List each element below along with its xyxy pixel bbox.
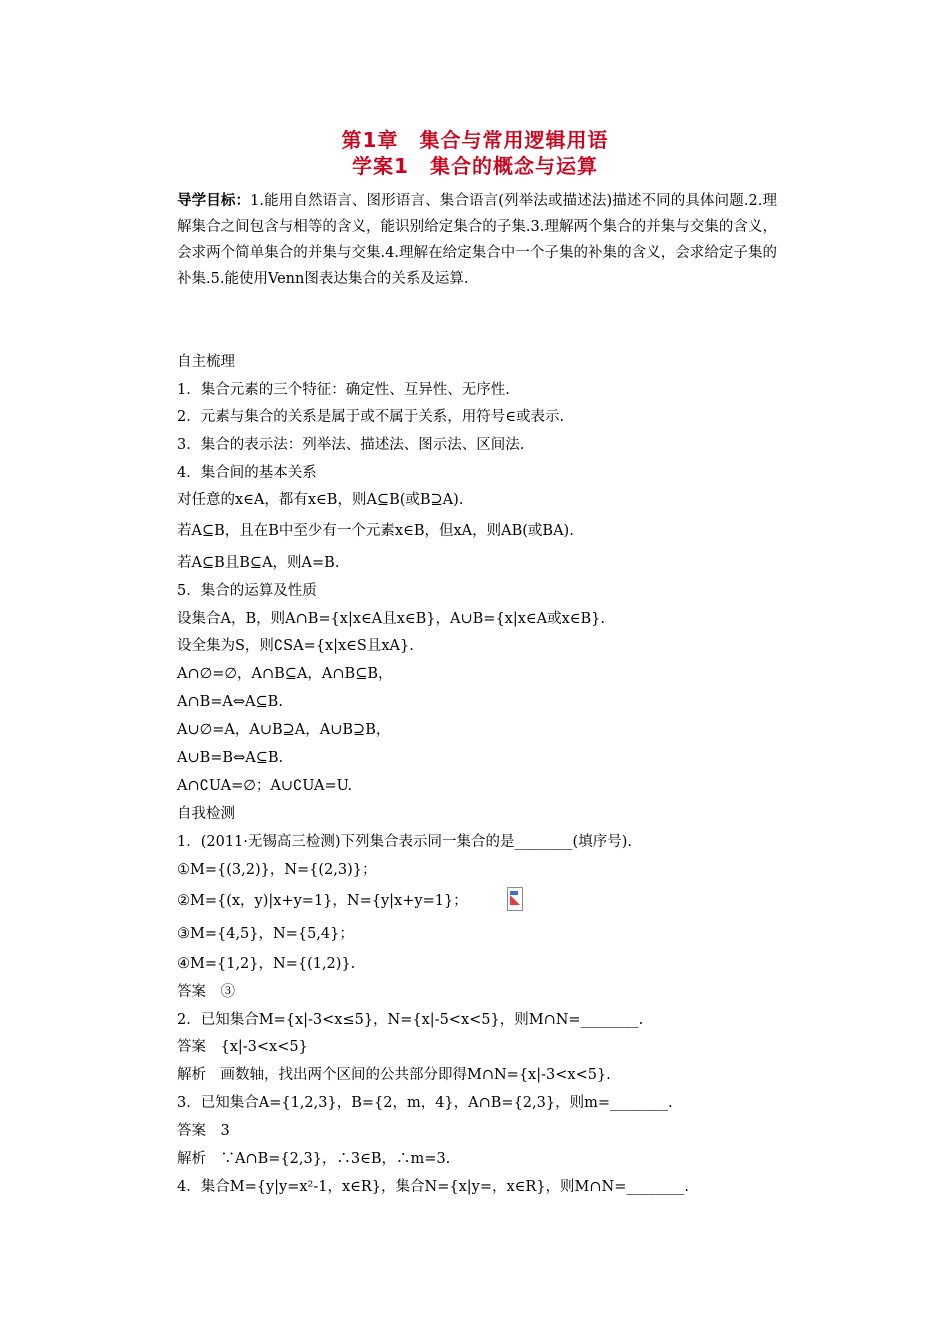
answer-line: 答案 {x|-3<x<5} (177, 1039, 308, 1055)
question-line: 4．集合M={y|y=x²-1，x∈R}，集合N={x|y=，x∈R}，则M∩N=________. (177, 1179, 689, 1195)
option-line: ④M={1,2}，N={(1,2)}. (177, 956, 356, 972)
text-line: 设集合A，B，则A∩B={x|x∈A且x∈B}，A∪B={x|x∈A或x∈B}. (177, 611, 606, 627)
section-heading: 自我检测 (177, 806, 235, 822)
text-line: 2．元素与集合的关系是属于或不属于关系，用符号∈或表示. (177, 409, 565, 425)
lesson-title: 学案1 集合的概念与运算 (352, 154, 598, 178)
broken-image-icon (507, 887, 523, 911)
text-line: 若A⊆B，且在B中至少有一个元素x∈B，但xA，则AB(或BA). (177, 523, 574, 539)
option-line: ①M={(3,2)}，N={(2,3)}； (177, 862, 377, 878)
question-line: 2．已知集合M={x|-3<x≤5}，N={x|-5<x<5}，则M∩N=________. (177, 1012, 644, 1028)
explanation-line: 解析 ∵A∩B={2,3}，∴3∈B，∴m=3. (177, 1151, 451, 1167)
text-line: 3．集合的表示法：列举法、描述法、图示法、区间法. (177, 437, 525, 453)
text-line: 若A⊆B且B⊆A，则A=B. (177, 555, 340, 571)
text-line: 5．集合的运算及性质 (177, 583, 317, 599)
text-line: 4．集合间的基本关系 (177, 465, 317, 481)
text-line: A∪B=B⇔A⊆B. (177, 750, 284, 766)
answer-line: 答案 3 (177, 1123, 230, 1139)
option-line: ②M={(x，y)|x+y=1}，N={y|x+y=1}； (177, 893, 468, 909)
option-line: ③M={4,5}，N={5,4}； (177, 926, 354, 942)
answer-line: 答案 ③ (177, 984, 235, 1000)
section-heading: 自主梳理 (177, 354, 235, 370)
learning-goals (177, 188, 777, 292)
text-line: A∩B=A⇔A⊆B. (177, 694, 283, 710)
text-line: A∩∁UA=∅；A∪∁UA=U. (177, 778, 353, 794)
text-line: A∪∅=A，A∪B⊇A，A∪B⊇B， (177, 722, 391, 738)
question-line: 1．(2011·无锡高三检测)下列集合表示同一集合的是________(填序号). (177, 834, 632, 850)
text-line: 对任意的x∈A，都有x∈B，则A⊆B(或B⊇A). (177, 492, 464, 508)
text-line: 1．集合元素的三个特征：确定性、互异性、无序性. (177, 382, 510, 398)
chapter-title: 第1章 集合与常用逻辑用语 (341, 128, 609, 152)
goals-text: 1.能用自然语言、图形语言、集合语言(列举法或描述法)描述不同的具体问题.2.理解集合之间包含与相等的含义，能识别给定集合的子集.3.理解两个集合的并集与交集的含义，会求两个简单集合的并集与交集.4.理解在给定集合中一个子集的补集的含义，会求给定子集的补集.5.能使用Venn图表达集合的关系及运算. (177, 193, 778, 287)
goals-label: 导学目标： (177, 193, 251, 209)
text-line: 设全集为S，则∁SA={x|x∈S且xA}. (177, 638, 414, 654)
question-line: 3．已知集合A={1,2,3}，B={2，m，4}，A∩B={2,3}，则m=________. (177, 1095, 673, 1111)
text-line: A∩∅=∅，A∩B⊆A，A∩B⊆B， (177, 666, 393, 682)
explanation-line: 解析 画数轴，找出两个区间的公共部分即得M∩N={x|-3<x<5}. (177, 1067, 611, 1083)
